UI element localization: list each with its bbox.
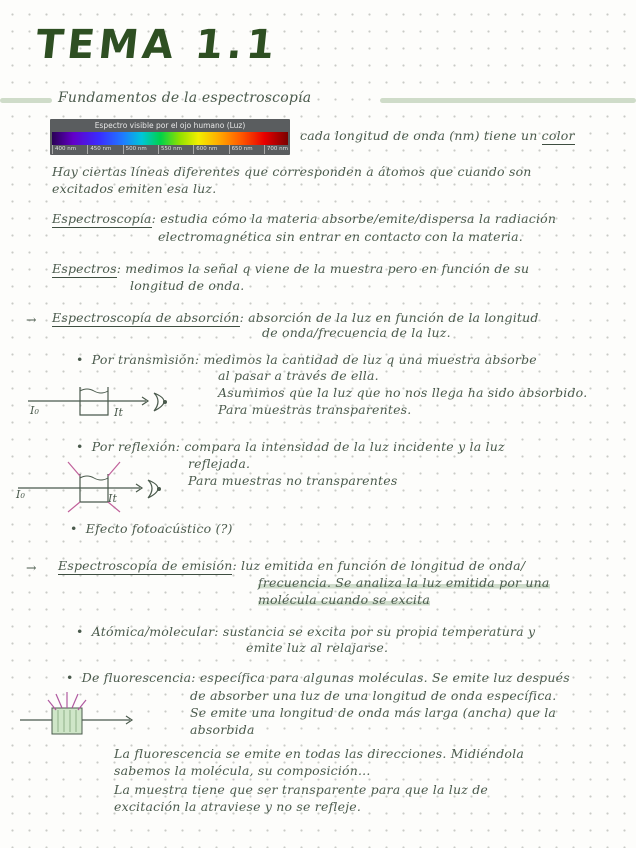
emision-term: Espectroscopía de emisión — [58, 558, 233, 573]
fluorescencia-def-1: : específica para algunas moléculas. Se emite luz después — [191, 670, 570, 685]
espectros-def-1: : medimos la señal q viene de la muestra pero en función de su — [116, 261, 530, 276]
reflexion-def-1: : compara la intensidad de la luz incidente y la luz — [175, 439, 505, 454]
page-title: TEMA 1.1 — [33, 22, 281, 68]
spectrum-note — [300, 128, 575, 143]
emission-ray-line — [56, 694, 62, 708]
transmision-def-4: Para muestras transparentes. — [218, 402, 412, 417]
reflexion-it-label: It — [108, 492, 118, 505]
emision-arrow: → — [26, 560, 37, 575]
fluorescence-diagram — [18, 690, 138, 740]
fluorescencia-note-3: La muestra tiene que ser transparente para que la luz de — [114, 782, 488, 797]
spectrum-note-text: cada longitud de onda (nm) tiene un — [300, 128, 538, 143]
liquid-surface-line — [80, 476, 108, 480]
transmision-block — [76, 352, 537, 367]
reflexion-term: Por reflexión — [91, 439, 176, 454]
visible-spectrum-image — [50, 119, 290, 155]
spectrum-tick: 700 nm — [264, 145, 288, 154]
transmision-def-1: : medimos la cantidad de luz q una muestra absorbe — [194, 352, 537, 367]
atomica-term: Atómica/molecular — [91, 624, 215, 639]
eye-icon — [154, 393, 164, 411]
spectrum-tick: 450 nm — [87, 145, 111, 154]
eye-icon — [148, 480, 158, 498]
espectroscopia-block — [52, 211, 556, 226]
espectroscopia-def-1: : estudia cómo la materia absorbe/emite/dispersa la radiación — [151, 211, 557, 226]
reflexion-i0-label: I₀ — [16, 488, 26, 501]
absorcion-arrow: → — [26, 312, 37, 327]
spectrum-note-color: color — [541, 128, 575, 143]
cuvette-icon — [52, 708, 82, 734]
reflexion-block — [76, 439, 505, 454]
transmision-it-label: It — [114, 406, 124, 419]
espectros-block — [52, 261, 529, 276]
espectroscopia-def-2: electromagnética sin entrar en contacto con la materia. — [158, 229, 523, 244]
emision-def-3: molécula cuando se excita — [258, 592, 431, 607]
spectrum-tick: 650 nm — [229, 145, 253, 154]
reflection-diagram — [14, 458, 184, 514]
reflected-ray-line — [108, 462, 120, 476]
espectros-term: Espectros — [52, 261, 117, 276]
spectrum-tick: 600 nm — [193, 145, 217, 154]
spectrum-label: Espectro visible por el ojo humano (Luz) — [94, 121, 246, 130]
subtitle-bar-right — [380, 98, 636, 103]
fluorescencia-block — [66, 670, 570, 685]
intro-line-1: Hay ciertas líneas diferentes que corresponden a átomos que cuando son — [52, 164, 532, 179]
fluorescencia-def-2: de absorber una luz de una longitud de onda específica. — [190, 688, 557, 703]
absorcion-def-1: : absorción de la luz en función de la longitud — [239, 310, 539, 325]
reflexion-def-3: Para muestras no transparentes — [188, 473, 398, 488]
fluorescencia-note-2: sabemos la molécula, su composición... — [114, 763, 371, 778]
transmision-i0-label: I₀ — [30, 404, 40, 417]
reflected-ray-line — [68, 462, 80, 476]
subtitle-bar-left — [0, 98, 52, 103]
emision-def-1: : luz emitida en función de longitud de onda/ — [232, 558, 526, 573]
absorcion-block — [52, 310, 539, 325]
absorcion-term: Espectroscopía de absorción — [52, 310, 240, 325]
emision-def-2: frecuencia. Se analiza la luz emitida por una — [258, 575, 550, 590]
spectrum-tick: 400 nm — [52, 145, 76, 154]
spectrum-tick: 550 nm — [158, 145, 182, 154]
fluorescencia-note-4: excitación la atraviese y no se refleje. — [114, 799, 362, 814]
fluorescencia-note-1: La fluorescencia se emite en todas las direcciones. Midiéndola — [114, 746, 524, 761]
emission-ray-line — [72, 694, 78, 708]
espectros-def-2: longitud de onda. — [130, 278, 245, 293]
absorcion-def-2: de onda/frecuencia de la luz. — [262, 325, 451, 340]
atomica-block — [76, 624, 535, 639]
liquid-surface-line — [80, 389, 108, 393]
eye-pupil-icon — [157, 487, 161, 491]
transmision-def-3: Asumimos que la luz que no nos llega ha sido absorbido. — [218, 385, 588, 400]
transmision-def-2: al pasar a través de ella. — [218, 368, 379, 383]
spectrum-color-band — [52, 132, 288, 145]
spectrum-tick: 500 nm — [123, 145, 147, 154]
eye-pupil-icon — [163, 400, 167, 404]
reflexion-def-2: reflejada. — [188, 456, 251, 471]
spectrum-ticks — [52, 145, 288, 154]
transmission-diagram — [24, 375, 194, 425]
espectroscopia-term: Espectroscopía — [52, 211, 152, 226]
fotoacustico-text: Efecto fotoacústico (?) — [85, 521, 233, 536]
atomica-def-2: emite luz al relajarse. — [246, 640, 389, 655]
transmision-term: Por transmisión — [91, 352, 195, 367]
reflected-ray-line — [68, 502, 80, 512]
fluorescencia-def-3: Se emite una longitud de onda más larga (ancha) que la — [190, 705, 557, 720]
intro-line-2: excitados emiten esa luz. — [52, 181, 217, 196]
fluorescencia-term: De fluorescencia — [81, 670, 192, 685]
emision-block — [58, 558, 525, 573]
atomica-def-1: : sustancia se excita por su propia temperatura y — [214, 624, 536, 639]
fotoacustico-item — [70, 521, 233, 536]
fluorescencia-def-4: absorbida — [190, 722, 255, 737]
section-subtitle: Fundamentos de la espectroscopía — [58, 90, 312, 106]
